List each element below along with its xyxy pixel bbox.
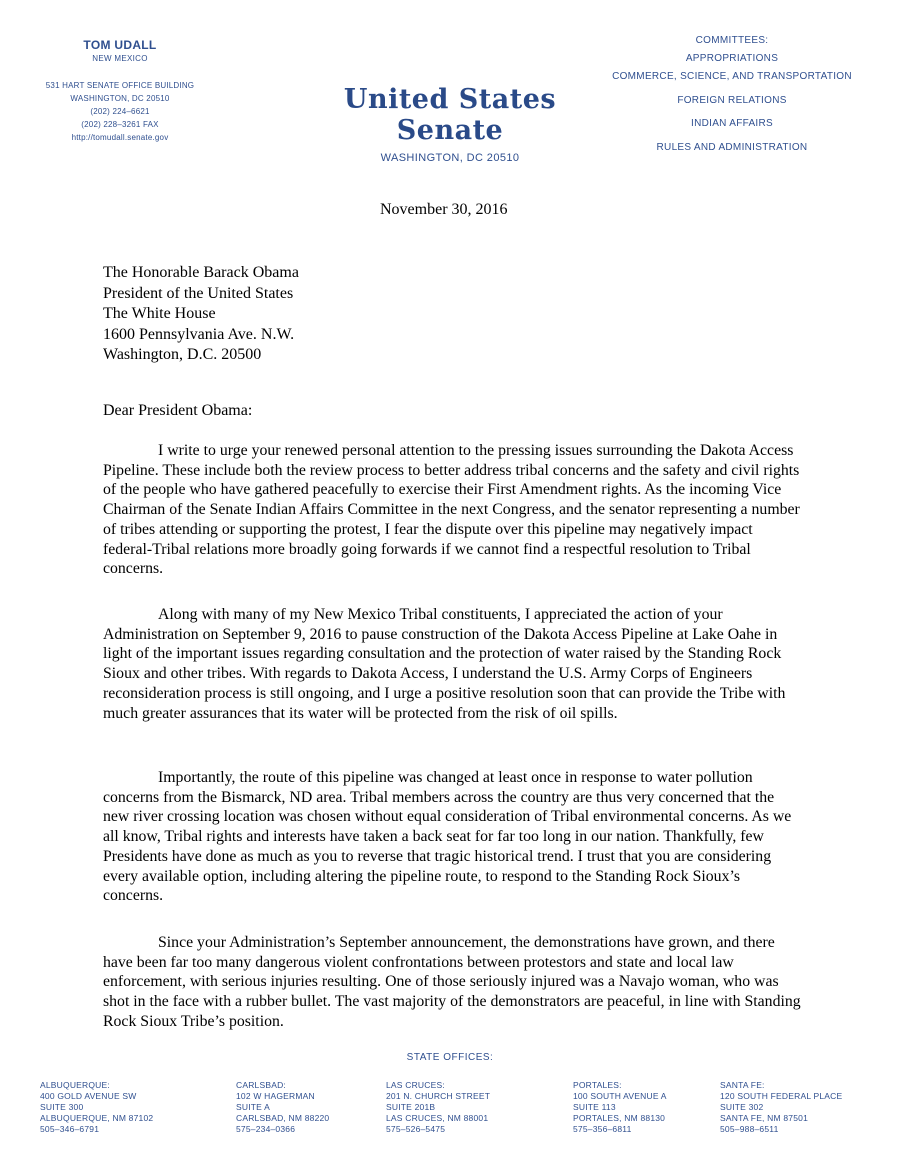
committees-block xyxy=(598,35,866,159)
office-line: 100 SOUTH AVENUE A xyxy=(573,1091,667,1101)
senate-title: United States Senate xyxy=(343,84,557,146)
office-line: CARLSBAD, NM 88220 xyxy=(236,1113,330,1123)
committee-item: FOREIGN RELATIONS xyxy=(677,94,787,106)
state-office xyxy=(386,1080,490,1135)
body-paragraph: I write to urge your renewed personal attention to the pressing issues surrounding the Dakota Access Pipeline. These include both the review process to better address tribal concerns and the safety and civil rights of the people who have gathered peacefully to exercise their First Amendment rights. As the incoming Vice Chairman of the Senate Indian Affairs Committee in the next Congress, and the senator representing a number of tribes attending or supporting the protest, I fear the dispute over this pipeline may negatively impact federal-Tribal relations more broadly going forwards if we cannot find a respectful resolution to Tribal concerns. xyxy=(103,442,800,578)
office-line: 575–526–5475 xyxy=(386,1124,446,1134)
office-building: 531 HART SENATE OFFICE BUILDING xyxy=(45,81,195,90)
state-office xyxy=(720,1080,842,1135)
office-line: 201 N. CHURCH STREET xyxy=(386,1091,491,1101)
office-line: 505–988–6511 xyxy=(720,1124,779,1134)
office-line: 575–234–0366 xyxy=(236,1124,296,1134)
office-line: SUITE A xyxy=(236,1102,270,1112)
state-office xyxy=(236,1080,329,1135)
office-line: SUITE 201B xyxy=(386,1102,436,1112)
recipient-line: President of the United States xyxy=(103,284,294,302)
recipient-address xyxy=(103,263,299,366)
senate-city: WASHINGTON, DC 20510 xyxy=(380,152,520,164)
salutation: Dear President Obama: xyxy=(103,402,253,419)
office-line: SUITE 302 xyxy=(720,1102,764,1112)
office-line: 120 SOUTH FEDERAL PLACE xyxy=(720,1091,843,1101)
office-city-name: ALBUQUERQUE: xyxy=(40,1080,110,1090)
office-city-name: PORTALES: xyxy=(573,1080,622,1090)
office-line: SUITE 113 xyxy=(573,1102,616,1112)
recipient-line: 1600 Pennsylvania Ave. N.W. xyxy=(103,325,295,343)
body-paragraph: Since your Administration’s September announcement, the demonstrations have grown, and there have been far too many dangerous violent confrontations between protestors and state and local law enforcement, with serious injuries resulting. One of those seriously injured was a Navajo woman, who was shot in the face with a rubber bullet. The vast majority of the demonstrators are peaceful, in line with Standing Rock Sioux Tribe’s position. xyxy=(103,934,801,1030)
office-line: SANTA FE, NM 87501 xyxy=(720,1113,809,1123)
office-line: 400 GOLD AVENUE SW xyxy=(40,1091,137,1101)
office-line: 102 W HAGERMAN xyxy=(236,1091,315,1101)
office-city-name: SANTA FE: xyxy=(720,1080,765,1090)
committee-item: APPROPRIATIONS xyxy=(685,53,779,64)
recipient-line: The White House xyxy=(103,305,216,322)
office-line: 505–346–6791 xyxy=(40,1124,100,1134)
office-city-name: LAS CRUCES: xyxy=(386,1080,445,1090)
committee-item: RULES AND ADMINISTRATION xyxy=(656,141,808,153)
office-city-name: CARLSBAD: xyxy=(236,1080,286,1090)
senator-name: TOM UDALL xyxy=(83,38,157,52)
office-line: ALBUQUERQUE, NM 87102 xyxy=(40,1113,154,1123)
committee-item: COMMERCE, SCIENCE, AND TRANSPORTATION xyxy=(612,71,852,82)
letter-date: November 30, 2016 xyxy=(380,201,508,218)
office-line: LAS CRUCES, NM 88001 xyxy=(386,1113,489,1123)
recipient-line: Washington, D.C. 20500 xyxy=(103,346,262,363)
state-office xyxy=(573,1080,667,1135)
body-paragraph: Along with many of my New Mexico Tribal constituents, I appreciated the action of your Administration on September 9, 2016 to pause construction of the Dakota Access Pipeline at Lake Oahe in light of the important issues regarding consultation and the protection of water raised by the Standing Rock Sioux and other tribes. With regards to Dakota Access, I understand the U.S. Army Corps of Engineers reconsideration process is still ongoing, and I urge a positive resolution soon that can provide the Tribe with much greater assurances that its water will be protected from the risk of oil spills. xyxy=(103,606,786,722)
committee-item: INDIAN AFFAIRS xyxy=(691,118,773,129)
office-phone: (202) 224–6621 xyxy=(90,107,150,116)
state-offices-heading: STATE OFFICES: xyxy=(406,1052,494,1063)
senator-state: NEW MEXICO xyxy=(92,54,148,63)
office-line: SUITE 300 xyxy=(40,1102,84,1112)
senate-letterhead xyxy=(300,84,600,164)
office-line: 575–356–6811 xyxy=(573,1124,632,1134)
sender-block xyxy=(20,38,220,144)
office-city: WASHINGTON, DC 20510 xyxy=(70,94,170,103)
office-fax: (202) 228–3261 FAX xyxy=(81,120,159,129)
office-line: PORTALES, NM 88130 xyxy=(573,1113,666,1123)
committees-heading: COMMITTEES: xyxy=(695,35,769,46)
state-office xyxy=(40,1080,153,1135)
website-link[interactable]: http://tomudall.senate.gov xyxy=(71,133,169,142)
body-paragraph: Importantly, the route of this pipeline was changed at least once in response to water pollution concerns from the Bismarck, ND area. Tribal members across the country are thus very concerned that the new river crossing location was chosen without equal consideration of Tribal environmental concerns. As we all know, Tribal rights and interests have taken a back seat for far too long in our nation. Thankfully, few Presidents have done as much as you to reverse that tragic historical trend. I trust that you are considering every available option, including altering the pipeline route, to respond to the Standing Rock Sioux’s concerns. xyxy=(103,769,792,905)
recipient-line: The Honorable Barack Obama xyxy=(103,264,299,281)
